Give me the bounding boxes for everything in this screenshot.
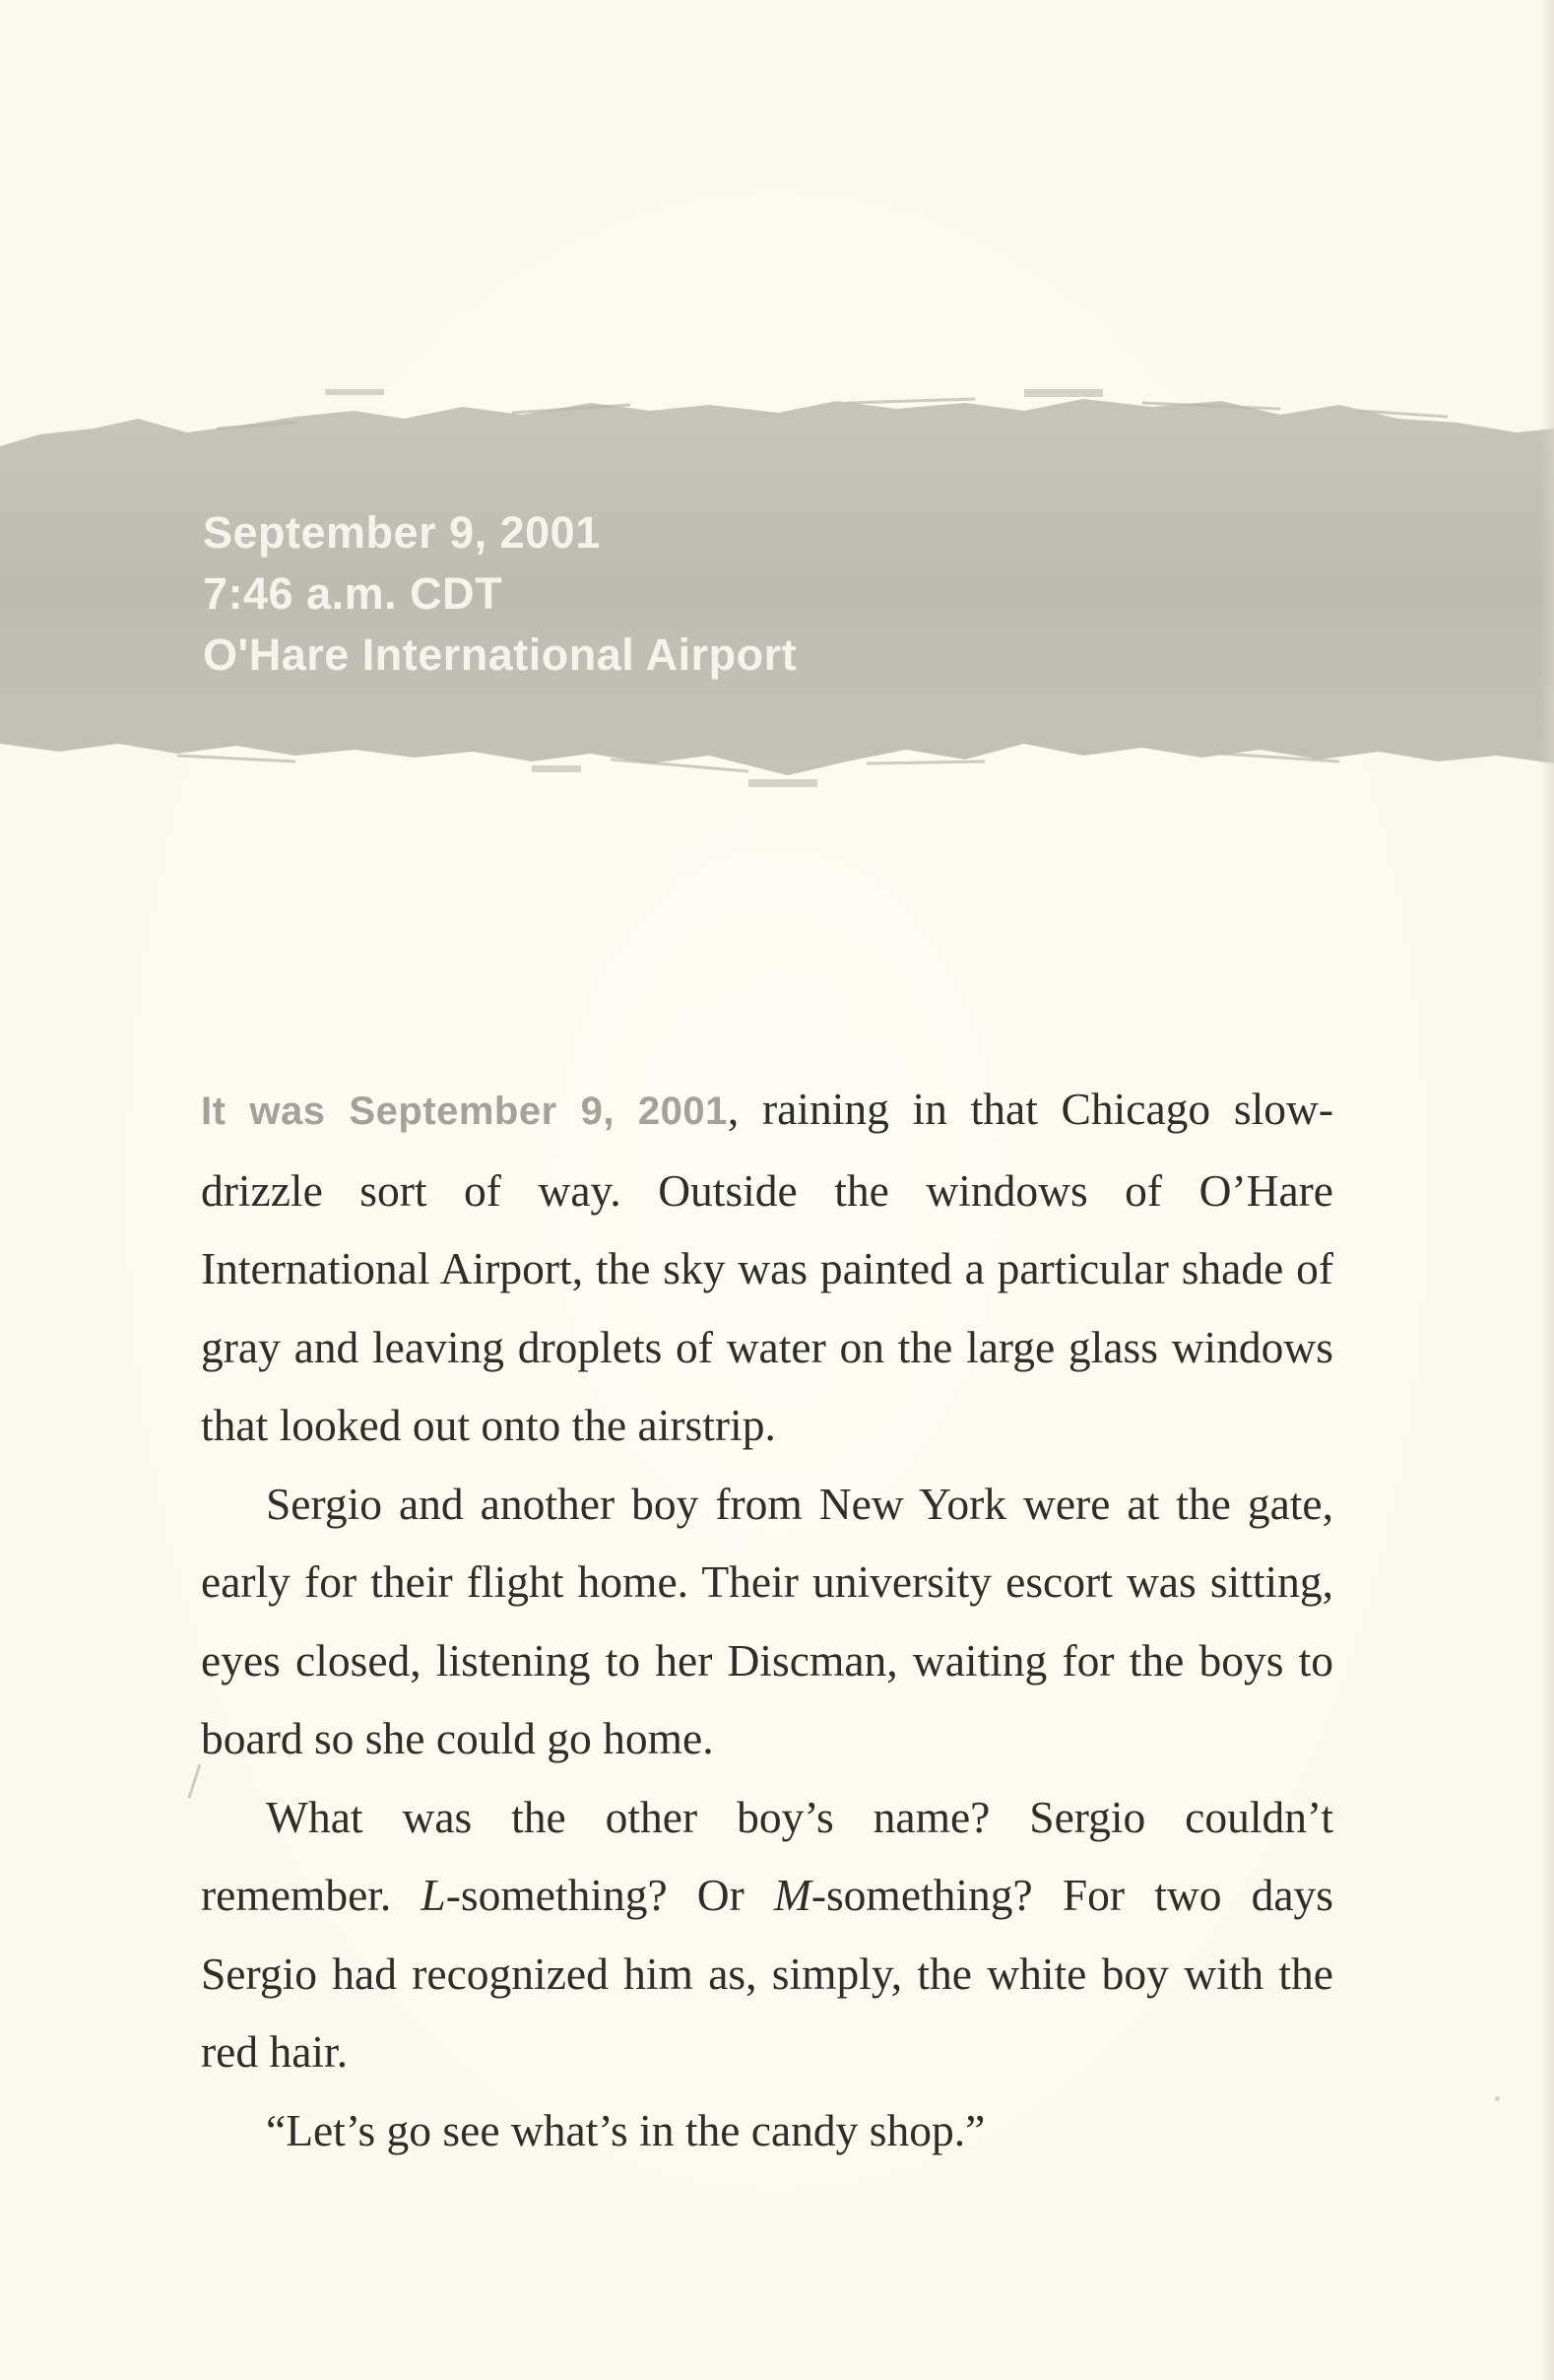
paragraph-1 <box>201 1070 1333 1465</box>
page-edge-shadow <box>1540 0 1554 2380</box>
scan-speck <box>1495 2096 1500 2101</box>
paragraph-4: “Let’s go see what’s in the candy shop.” <box>266 2104 986 2155</box>
header-time: 7:46 a.m. CDT <box>203 568 503 619</box>
italic-letter-m: M <box>773 1870 811 1920</box>
header-location: O'Hare International Airport <box>203 629 798 680</box>
chapter-header-text <box>203 502 797 686</box>
paragraph-3 <box>201 1778 1333 2091</box>
header-date: September 9, 2001 <box>203 507 601 558</box>
scan-mark <box>188 1763 202 1798</box>
chapter-body <box>201 1070 1333 2169</box>
lead-in-text: It was September 9, 2001 <box>201 1090 728 1133</box>
paragraph-1-text: , raining in that Chicago slow-drizzle sort of way. Outside the windows of O’Hare International Airport, the sky was painted a particular shade of gray and leaving droplets of water on the large glass windows that looked out onto the airstrip. <box>201 1084 1333 1450</box>
paragraph-3-part-c: -something? For two days Sergio had recognized him as, simply, the white boy with the red hair. <box>201 1870 1333 2077</box>
paragraph-2: Sergio and another boy from New York were at the gate, early for their flight home. Their university escort was sitting, eyes closed, listening to her Discman, waiting for the boys to board so she could go home. <box>201 1478 1333 1763</box>
paragraph-3-part-a: What was the other boy’s name? Sergio couldn’t remember. <box>201 1791 1333 1920</box>
chapter-header-banner <box>0 389 1554 813</box>
paragraph-3-part-b: -something? Or <box>445 1870 774 1920</box>
italic-letter-l: L <box>421 1870 446 1920</box>
